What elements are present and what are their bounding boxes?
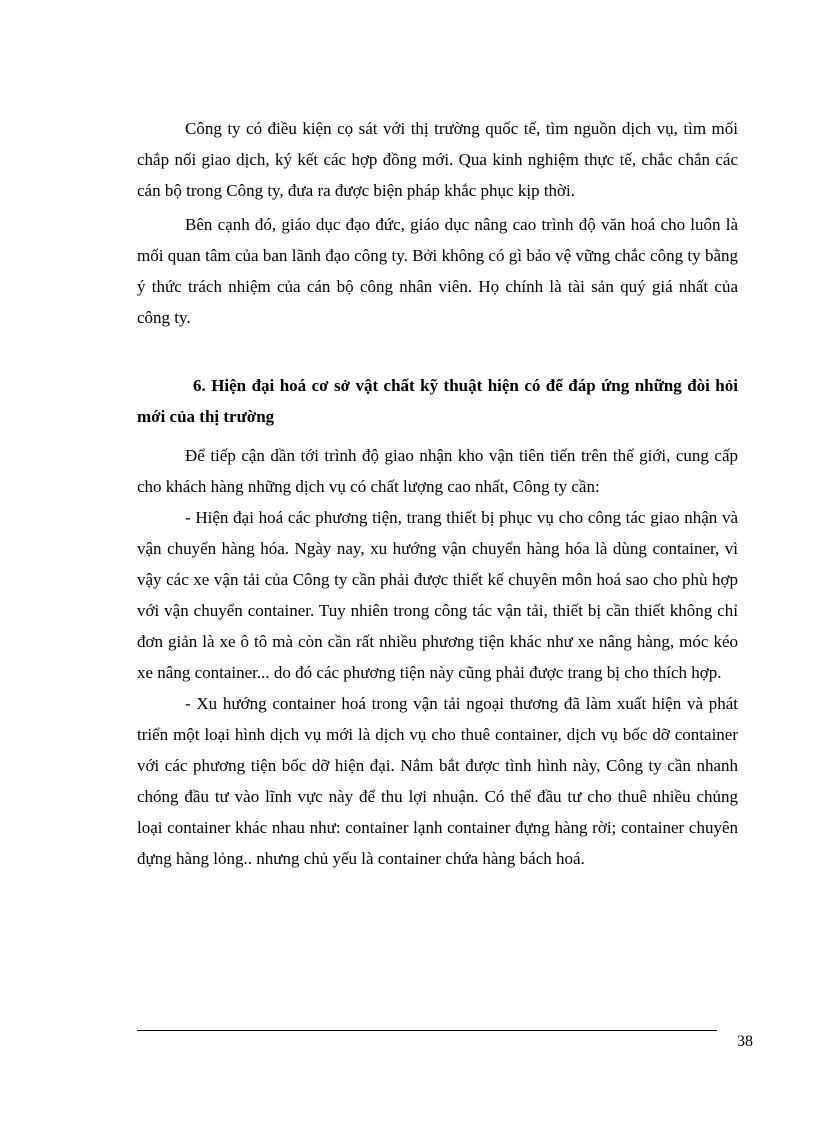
section-heading: 6. Hiện đại hoá cơ sở vật chất kỹ thuật hiện có để đáp ứng những đòi hỏi mới của thị trường: [137, 376, 738, 426]
page-body: [137, 113, 738, 874]
paragraph-education: Bên cạnh đó, giáo dục đạo đức, giáo dục nâng cao trình độ văn hoá cho luôn là mối quan tâm của ban lãnh đạo công ty. Bởi không có gì bảo vệ vững chắc công ty bằng ý thức trách nhiệm của cán bộ công nhân viên. Họ chính là tài sản quý giá nhất của công ty.: [137, 215, 738, 327]
paragraph-container-services: - Xu hướng container hoá trong vận tải ngoại thương đã làm xuất hiện và phát triển một loại hình dịch vụ mới là dịch vụ cho thuê container, dịch vụ bốc dỡ container với các phương tiện bốc dỡ hiện đại. Nắm bắt được tình hình này, Công ty cần nhanh chóng đầu tư vào lĩnh vực này để thu lợi nhuận. Có thể đầu tư cho thuê nhiều chủng loại container khác nhau như: container lạnh container đựng hàng rời; container chuyên đựng hàng lỏng.. nhưng chủ yếu là container chứa hàng bách hoá.: [137, 694, 738, 868]
paragraph-intro: Để tiếp cận dần tới trình độ giao nhận kho vận tiên tiến trên thế giới, cung cấp cho khách hàng những dịch vụ có chất lượng cao nhất, Công ty cần:: [137, 446, 738, 496]
footer-divider: [137, 1030, 717, 1031]
paragraph-modernize-equipment: - Hiện đại hoá các phương tiện, trang thiết bị phục vụ cho công tác giao nhận và vận chuyển hàng hóa. Ngày nay, xu hướng vận chuyển hàng hóa là dùng container, vì vậy các xe vận tải của Công ty cần phải được thiết kế chuyên môn hoá sao cho phù hợp với vận chuyển container. Tuy nhiên trong công tác vận tải, thiết bị cần thiết không chỉ đơn giản là xe ô tô mà còn cần rất nhiều phương tiện khác như xe nâng hàng, móc kéo xe nâng container... do đó các phương tiện này cũng phải được trang bị cho thích hợp.: [137, 508, 738, 682]
paragraph-opportunities: Công ty có điều kiện cọ sát với thị trường quốc tế, tìm nguồn dịch vụ, tìm mối chắp nối giao dịch, ký kết các hợp đồng mới. Qua kinh nghiệm thực tế, chắc chắn các cán bộ trong Công ty, đưa ra được biện pháp khắc phục kịp thời.: [137, 119, 738, 200]
page-number: 38: [737, 1033, 753, 1050]
